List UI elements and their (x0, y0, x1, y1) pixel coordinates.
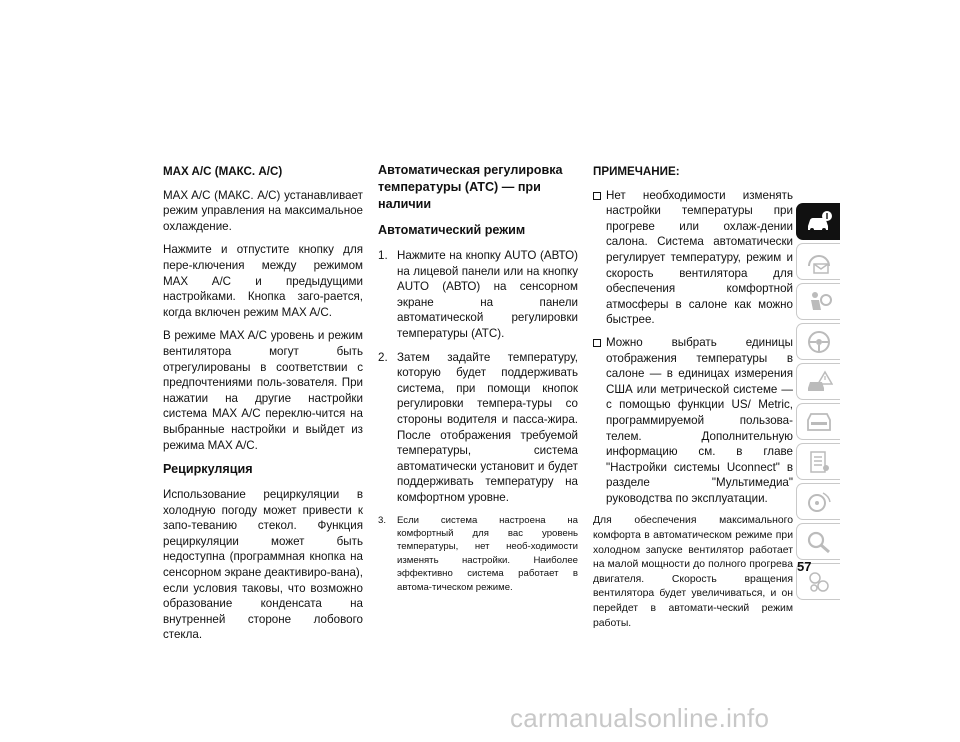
heading-max-ac: MAX A/C (МАКС. A/C) (163, 165, 283, 178)
paragraph: Нажмите и отпустите кнопку для пере-ключения между режимом MAX A/C и предыдущими настройками. Кнопка заго-рается, когда включен режим MAX A/C. (163, 243, 363, 319)
steps-list (378, 248, 578, 594)
step-text: Нажмите на кнопку AUTO (АВТО) на лицевой панели или на кнопку AUTO (АВТО) на сенсорном экране на панели автоматической регулировки температуры (ATC). (397, 249, 578, 340)
heading-note: ПРИМЕЧАНИЕ: (593, 165, 680, 178)
step-text: Если система настроена на комфортный для вас уровень температуры, нет необ-ходимости изменять настройки. Наиболее эффективно система работает в автома-тическом режиме. (397, 514, 578, 593)
notes-list (593, 188, 793, 507)
paragraph: В режиме MAX A/C уровень и режим вентилятора могут быть отрегулированы в соответствии с предпочтениями поль-зователя. При нажатии на другие настройки система MAX A/C переклю-чится на выбранные настройки и выйдет из режима MAX A/C. (163, 329, 363, 452)
chapter-tabs (796, 203, 842, 603)
watermark: carmanualsonline.info (510, 703, 770, 733)
note-text: Нет необходимости изменять настройки температуры при прогреве или охлаж-дении салона. Система автоматически регулирует температуру, режим и скорость вентилятора для обеспечения комфортной атмосферы в салоне как можно быстрее. (606, 188, 793, 327)
list-item (593, 335, 793, 507)
list-item (378, 514, 578, 594)
column-right (593, 160, 793, 639)
tab-multimedia[interactable] (796, 483, 840, 520)
airbag-safety-icon (805, 290, 833, 314)
step-text: Затем задайте температуру, которую будет поддерживать система, при помощи кнопок регулировки темпера-туры со стороны водителя и пасса-жира. После отображения требуемой температуры, система автоматически установит и будет поддерживать температуру на комфортном уровне. (397, 350, 578, 504)
paragraph: MAX A/C (МАКС. A/C) устанавливает режим управления на максимальное охлаждение. (163, 188, 363, 233)
column-left (163, 160, 363, 651)
heading-auto-mode: Автоматический режим (378, 223, 526, 237)
heading-atc: Автоматическая регулировка температуры (ATC) — при наличии (378, 163, 563, 211)
paragraph: Использование рециркуляции в холодную погоду может привести к запо-теванию стекол. Функция рециркуляции может быть недоступна (программная кнопка на сенсорном экране деактивиро-вана), если условия таковы, что возможно образование конденсата на внутренней стороне лобового стекла. (163, 488, 363, 642)
tab-emergency[interactable] (796, 363, 840, 400)
list-item (378, 350, 578, 506)
list-item (593, 188, 793, 328)
search-magnifier-icon (805, 530, 833, 554)
column-middle (378, 160, 578, 602)
tab-specifications[interactable] (796, 443, 840, 480)
multimedia-icon (805, 490, 833, 514)
tab-dashboard[interactable] (796, 243, 840, 280)
steering-wheel-icon (805, 330, 833, 354)
checkbox-bullet-icon (593, 192, 601, 200)
tab-index[interactable] (796, 523, 840, 560)
tab-car-info[interactable] (796, 203, 840, 240)
car-info-icon (805, 210, 833, 234)
step-number: 2. (378, 350, 388, 364)
step-number: 1. (378, 249, 388, 262)
specifications-list-icon (805, 450, 833, 474)
list-item (378, 248, 578, 342)
note-text: Можно выбрать единицы отображения температуры в салоне — в единицах измерения США или метрической системе — с помощью функции US/ Metric, программируемой пользова-телем. Дополнительную информацию см. в главе "Настройки системы Uconnect" в разделе "Мультимедиа" руководства по эксплуатации. (606, 335, 793, 505)
heading-recirculation: Рециркуляция (163, 462, 253, 477)
tab-safety[interactable] (796, 283, 840, 320)
tab-service[interactable] (796, 403, 840, 440)
car-service-icon (805, 410, 833, 434)
page-number: 57 (797, 559, 812, 574)
dashboard-message-icon (805, 250, 833, 274)
step-number: 3. (378, 514, 387, 526)
car-warning-icon (805, 370, 833, 394)
paragraph: Для обеспечения максимального комфорта в автоматическом режиме при холодном запуске вентилятор работает на малой мощности до полного прогрева двигателя. Скорость вращения вентилятора будет увеличиваться, и он перейдет в автомати-ческий режим работы. (593, 515, 793, 629)
checkbox-bullet-icon (593, 339, 601, 347)
tab-driving[interactable] (796, 323, 840, 360)
